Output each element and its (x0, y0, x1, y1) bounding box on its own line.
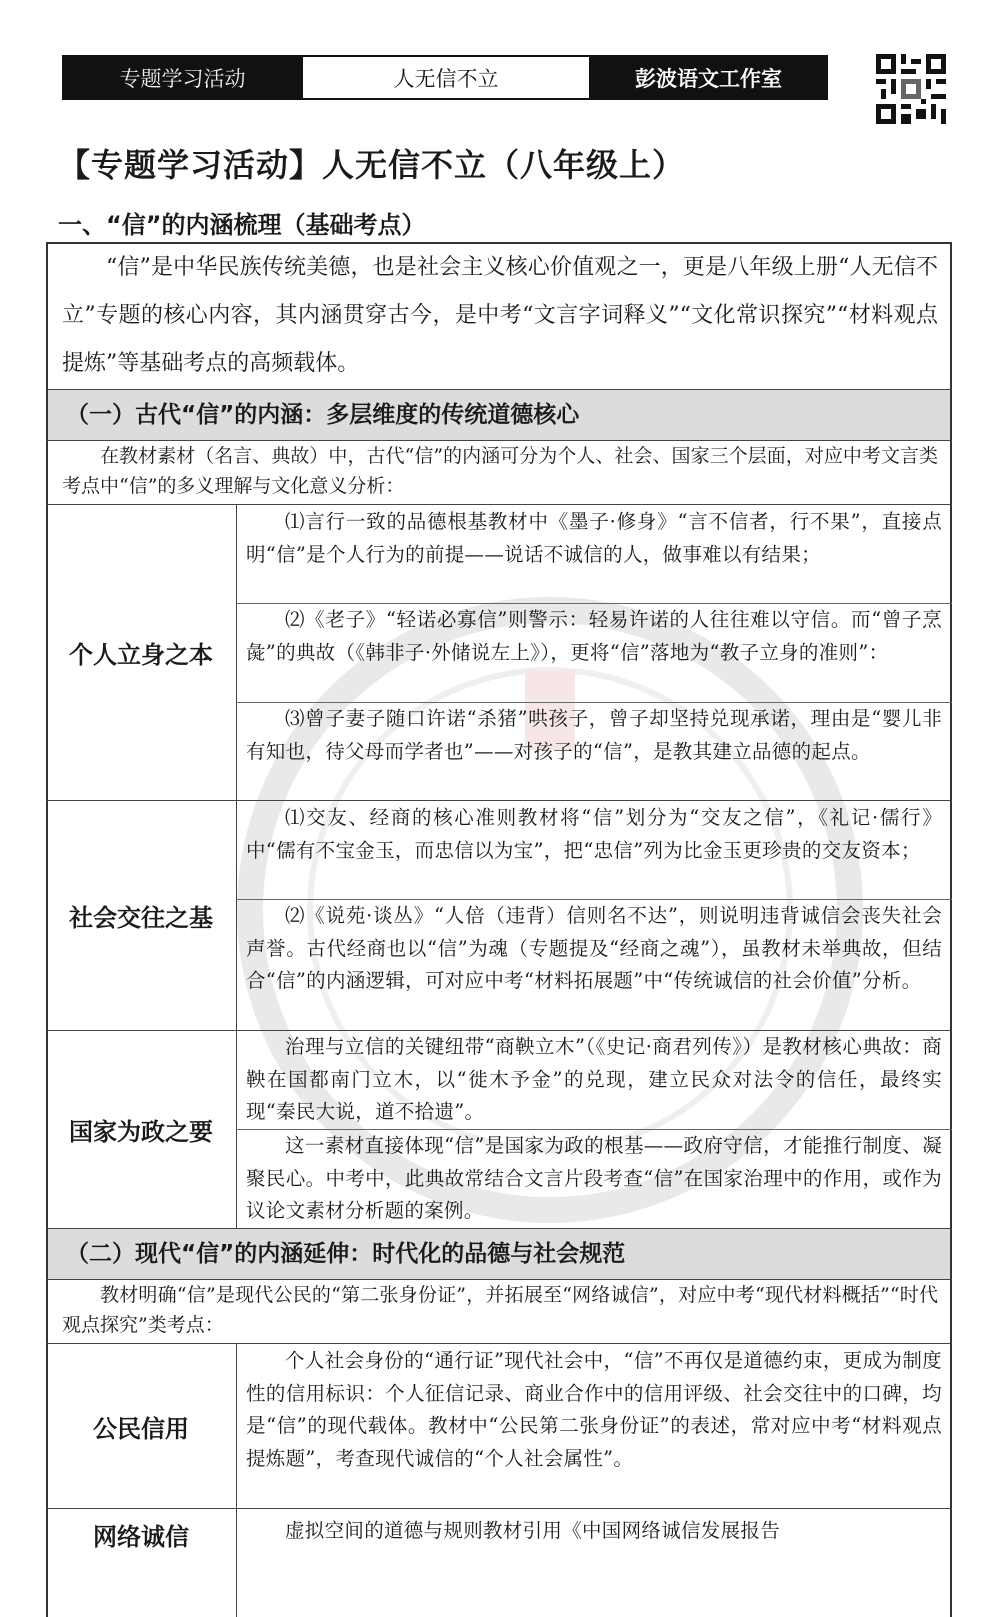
column-divider (236, 504, 237, 1228)
qr-code-icon (876, 54, 946, 124)
row-item: ⑵《老子》“轻诺必寡信”则警示：轻易许诺的人往往难以守信。而“曾子烹彘”的典故（《韩非子·外储说左上》），更将“信”落地为“教子立身的准则”： (246, 608, 942, 664)
header-right: 彭波语文工作室 (591, 57, 826, 98)
part1-intro: 在教材素材（名言、典故）中，古代“信”的内涵可分为个人、社会、国家三个层面，对应中考文言类考点中“信”的多义理解与文化意义分析： (62, 445, 938, 497)
row-item: ⑶曾子妻子随口许诺“杀猪”哄孩子，曾子却坚持兑现承诺，理由是“婴儿非有知也，待父母而学者也”——对孩子的“信”，是教其建立品德的起点。 (246, 707, 942, 763)
part2-intro: 教材明确“信”是现代公民的“第二张身份证”，并拓展至“网络诚信”，对应中考“现代材料概括”“时代观点探究”类考点： (62, 1284, 938, 1336)
header-bar (62, 55, 828, 100)
header-left: 专题学习活动 (64, 57, 301, 98)
row-item: ⑵《说苑·谈丛》“人倍（违背）信则名不达”，则说明违背诚信会丧失社会声誉。古代经商也以“信”为魂（专题提及“经商之魂”），虽教材未举典故，但结合“信”的内涵逻辑，可对应中考“材料拓展题”中“传统诚信的社会价值”分析。 (246, 904, 942, 992)
section-heading: 一、“信”的内涵梳理（基础考点） (58, 211, 426, 239)
header-center: 人无信不立 (301, 57, 591, 98)
row-item: 这一素材直接体现“信”是国家为政的根基——政府守信，才能推行制度、凝聚民心。中考中，此典故常结合文言片段考查“信”在国家治理中的作用，或作为议论文素材分析题的案例。 (246, 1134, 942, 1222)
row-label-online: 网络诚信 (93, 1522, 189, 1551)
row-label-state: 国家为政之要 (69, 1118, 213, 1146)
part1-heading: （一）古代“信”的内涵：多层维度的传统道德核心 (66, 402, 580, 428)
row-label-social: 社会交往之基 (69, 904, 213, 932)
row-item: 治理与立信的关键纽带“商鞅立木”（《史记·商君列传》）是教材核心典故：商鞅在国都南门立木，以“徙木予金”的兑现，建立民众对法令的信任，最终实现“秦民大说，道不拾遗”。 (246, 1035, 942, 1123)
row-item: 个人社会身份的“通行证”现代社会中，“信”不再仅是道德约束，更成为制度性的信用标识：个人征信记录、商业合作中的信用评级、社会交往中的口碑，均是“信”的现代载体。教材中“公民第二张身份证”的表述，常对应中考“材料观点提炼题”，考查现代诚信的“个人社会属性”。 (246, 1349, 942, 1470)
part2-heading: （二）现代“信”的内涵延伸：时代化的品德与社会规范 (66, 1241, 626, 1267)
row-label-personal: 个人立身之本 (69, 641, 213, 669)
row-item: 虚拟空间的道德与规则教材引用《中国网络诚信发展报告 (285, 1519, 781, 1542)
row-label-credit: 公民信用 (93, 1414, 189, 1443)
column-divider (236, 1343, 237, 1617)
document-title: 【专题学习活动】人无信不立（八年级上） (58, 146, 686, 184)
row-item: ⑴交友、经商的核心准则教材将“信”划分为“交友之信”，《礼记·儒行》中“儒有不宝金玉，而忠信以为宝”，把“忠信”列为比金玉更珍贵的交友资本； (246, 806, 942, 862)
row-item: ⑴言行一致的品德根基教材中《墨子·修身》“言不信者，行不果”，直接点明“信”是个人行为的前提——说话不诚信的人，做事难以有结果； (246, 510, 942, 566)
section-intro: “信”是中华民族传统美德，也是社会主义核心价值观之一，更是八年级上册“人无信不立”专题的核心内容，其内涵贯穿古今，是中考“文言字词释义”“文化常识探究”“材料观点提炼”等基础考点的高频载体。 (62, 255, 938, 376)
